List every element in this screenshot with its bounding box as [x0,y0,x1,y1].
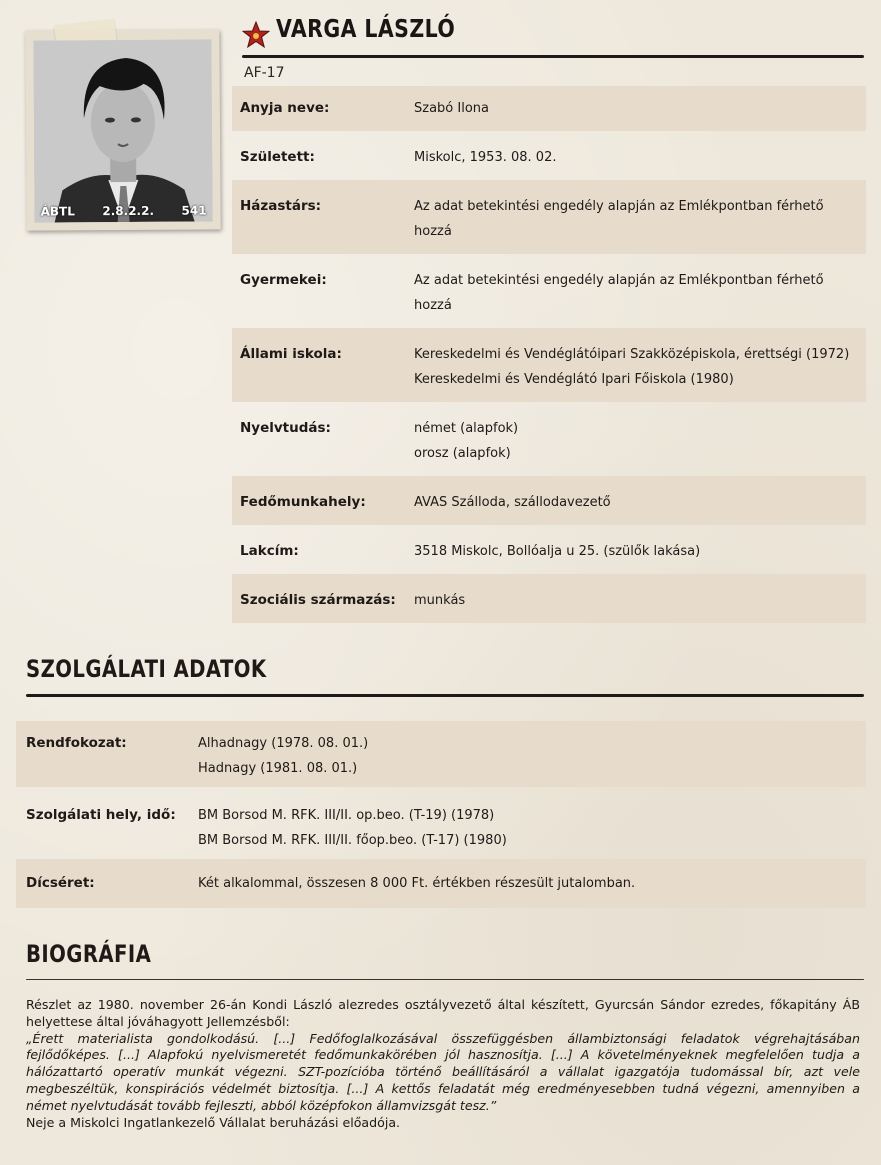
agent-code: AF-17 [244,65,285,81]
table-row [232,180,866,254]
biography-intro: Részlet az 1980. november 26-án Kondi László alezredes osztályvezető által készített, Gyurcsán Sándor ezredes, főkapitány ÁB helyettese által jóváhagyott Jellemzésből: [26,997,860,1029]
row-label: Gyermekei: [240,272,327,288]
row-label: Állami iskola: [240,346,342,362]
row-label: Született: [240,149,315,165]
header-divider [242,55,864,58]
row-value: Miskolc, 1953. 08. 02. [414,150,557,165]
biography-quote: „Érett materialista gondolkodású. [...] Fedőfoglalkozásával összefüggésben állambiztonsági feladatok végrehajtásában fejlődőképes. [...] Alapfokú nyelvismeretét fedőmunkakörében jól hasznosítja. [...] A követelményeknek megfelelően tudja a hálózattartó operatív munkát végezni. SZT-pozícióba történő beállításáról a vállalat igazgatója tudomással bír, azt vele megbeszéltük, konspirációs védelmét biztosítja. [...] A kettős feladatát még eredményesebben tudná végezni, amennyiben a német nyelvtudását tovább fejleszti, abból középfokon államvizsgát tesz.” [26,1030,860,1113]
biography-section-title: BIOGRÁFIA [26,940,152,968]
row-label: Fedőmunkahely: [240,494,366,510]
table-row [232,328,866,402]
table-row [232,476,866,525]
photo-archive-caption [35,203,213,218]
table-row [232,131,866,180]
person-name-title: VARGA LÁSZLÓ [276,14,456,43]
table-row [232,525,866,574]
row-value: Két alkalommal, összesen 8 000 Ft. értékben részesült jutalomban. [198,876,636,891]
row-value: Szabó Ilona [414,101,489,116]
table-row [16,721,866,787]
row-label: Házastárs: [240,198,322,214]
photo-caption-right: 541 [181,203,207,218]
table-row [232,574,866,623]
portrait-image [33,39,212,222]
row-label: Lakcím: [240,543,299,559]
row-value: Kereskedelmi és Vendéglátóipari Szakközépiskola, érettségi (1972) Kereskedelmi és Vendéglátó Ipari Főiskola (1980) [414,347,850,387]
biography-outro: Neje a Miskolci Ingatlankezelő Vállalat beruházási előadója. [26,1114,401,1130]
service-data-table [16,721,866,908]
row-value: AVAS Szálloda, szállodavezető [414,495,611,510]
row-label: Nyelvtudás: [240,420,331,436]
photo-caption-left: ÁBTL [40,204,75,219]
row-value: német (alapfok) orosz (alapfok) [414,421,519,461]
row-value: Az adat betekintési engedély alapján az Emlékpontban férhető hozzá [414,199,824,239]
biography-divider [26,979,864,980]
row-value: munkás [414,593,466,608]
photo-caption-mid: 2.8.2.2. [102,203,155,219]
portrait-photo [33,39,212,222]
row-value: 3518 Miskolc, Bollóalja u 25. (szülők lakása) [414,544,701,559]
table-row [16,859,866,908]
table-row [232,254,866,328]
row-value: Az adat betekintési engedély alapján az Emlékpontban férhető hozzá [414,273,824,313]
red-star-icon [242,21,270,49]
biography-text [26,997,860,1131]
row-value: BM Borsod M. RFK. III/II. op.beo. (T-19) (1978) BM Borsod M. RFK. III/II. főop.beo. (T-17) (1980) [198,808,507,848]
service-section-title: SZOLGÁLATI ADATOK [26,655,267,683]
service-divider [26,694,864,697]
row-label: Szociális származás: [240,592,396,608]
table-row [232,402,866,476]
row-value: Alhadnagy (1978. 08. 01.) Hadnagy (1981. 08. 01.) [198,736,369,776]
row-label: Szolgálati hely, idő: [26,807,176,823]
personal-data-table [232,86,866,623]
table-row [16,787,866,859]
portrait-photo-frame [25,29,220,230]
table-row [232,86,866,131]
row-label: Rendfokozat: [26,735,127,751]
row-label: Dícséret: [26,875,95,891]
row-label: Anyja neve: [240,100,330,116]
